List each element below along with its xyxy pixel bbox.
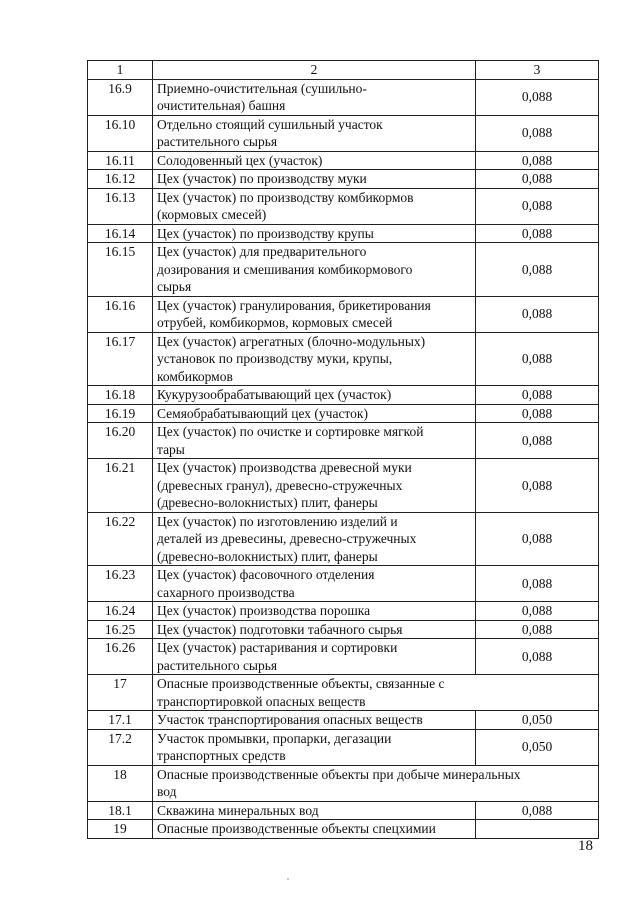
scan-speck [287,878,289,880]
description-line: (древесных гранул), древесно-стружечных [157,477,403,493]
description-line: Участок транспортирования опасных веществ [157,712,423,727]
table-header-row [88,61,599,80]
table-row [88,151,599,170]
row-number: 17 [88,675,153,711]
hazard-coefficients-table [87,60,599,839]
row-value: 0,088 [476,801,599,820]
row-description [153,332,476,386]
row-number: 16.24 [88,602,153,621]
row-number: 17.1 [88,711,153,730]
table-row [88,729,599,765]
row-description [153,188,476,224]
row-description [153,675,599,711]
row-value: 0,088 [476,386,599,405]
description-line: тары [157,441,185,457]
description-line: Опасные производственные объекты спецхимии [157,821,436,836]
row-number: 16.10 [88,115,153,151]
row-value: 0,088 [476,639,599,675]
row-number: 16.16 [88,296,153,332]
description-line: Семяобрабатывающий цех (участок) [157,405,368,421]
description-line: растительного сырья [157,657,278,673]
row-description [153,566,476,602]
row-description [153,620,476,639]
row-number: 16.22 [88,512,153,566]
row-value: 0,088 [476,296,599,332]
description-line: комбикормов [157,368,233,384]
description-line: Цех (участок) производства древесной муки [157,460,412,475]
description-line: (кормовых смесей) [157,207,267,222]
table-row [88,243,599,297]
row-description [153,820,476,839]
header-col-3: 3 [476,61,599,80]
row-description [153,243,476,297]
row-description [153,711,476,730]
description-line: Цех (участок) по очистке и сортировке мягкой [157,424,424,439]
description-line: очистительная) башня [157,98,286,113]
description-line: Цех (участок) по производству крупы [157,225,374,241]
row-value [476,820,599,839]
header-col-1: 1 [88,61,153,80]
table-row [88,188,599,224]
row-number: 16.17 [88,332,153,386]
table-row [88,296,599,332]
row-value: 0,050 [476,711,599,730]
row-description [153,765,599,801]
description-line: Цех (участок) гранулирования, брикетирования [157,297,431,313]
table-row [88,801,599,820]
row-number: 16.12 [88,170,153,189]
description-line: Кукурузообрабатывающий цех (участок) [157,387,392,402]
row-number: 16.18 [88,386,153,405]
row-number: 18.1 [88,801,153,820]
row-number: 16.14 [88,224,153,243]
description-line: Цех (участок) для предварительного [157,244,367,259]
row-value: 0,088 [476,115,599,151]
row-number: 16.26 [88,639,153,675]
row-value: 0,088 [476,151,599,170]
description-line: Участок промывки, пропарки, дегазации [157,730,392,746]
row-number: 16.20 [88,423,153,459]
description-line: деталей из древесины, древесно-стружечных [157,531,417,546]
row-description [153,224,476,243]
table-row [88,711,599,730]
description-line: (древесно-волокнистых) плит, фанеры [157,548,378,564]
description-line: Отдельно стоящий сушильный участок [157,116,383,132]
row-number: 16.23 [88,566,153,602]
table-row [88,765,599,801]
row-number: 16.25 [88,620,153,639]
description-line: Солодовенный цех (участок) [157,152,323,168]
row-description [153,151,476,170]
row-number: 16.13 [88,188,153,224]
description-line: Цех (участок) производства порошка [157,603,371,618]
row-description [153,115,476,151]
row-value: 0,088 [476,224,599,243]
row-number: 18 [88,765,153,801]
description-line: вод [157,784,177,799]
row-number: 16.15 [88,243,153,297]
description-line: Приемно-очистительная (сушильно- [157,80,367,96]
description-line: Цех (участок) фасовочного отделения [157,567,375,582]
description-line: Цех (участок) агрегатных (блочно-модульных) [157,333,426,349]
row-value: 0,088 [476,566,599,602]
row-number: 16.19 [88,404,153,423]
table-row [88,79,599,115]
table-row [88,423,599,459]
table-row [88,602,599,621]
row-description [153,170,476,189]
table-row [88,820,599,839]
row-value: 0,088 [476,512,599,566]
row-value: 0,088 [476,188,599,224]
description-line: Цех (участок) по изготовлению изделий и [157,513,398,529]
row-value: 0,088 [476,620,599,639]
table-row [88,115,599,151]
description-line: Цех (участок) по производству муки [157,171,367,186]
row-description [153,404,476,423]
description-line: Опасные производственные объекты при добыче минеральных [157,766,521,782]
row-value: 0,088 [476,602,599,621]
row-description [153,296,476,332]
row-value: 0,088 [476,79,599,115]
description-line: Цех (участок) растаривания и сортировки [157,640,398,655]
description-line: Цех (участок) подготовки табачного сырья [157,621,403,637]
row-description [153,423,476,459]
row-description [153,639,476,675]
table-row [88,332,599,386]
row-description [153,79,476,115]
table-row [88,224,599,243]
row-number: 17.2 [88,729,153,765]
description-line: Скважина минеральных вод [157,802,319,818]
table-row [88,566,599,602]
header-col-2: 2 [153,61,476,80]
description-line: (древесно-волокнистых) плит, фанеры [157,495,378,510]
row-value: 0,088 [476,404,599,423]
row-value: 0,088 [476,170,599,189]
description-line: сахарного производства [157,584,295,600]
row-description [153,801,476,820]
row-value: 0,088 [476,332,599,386]
table-row [88,170,599,189]
table-row [88,386,599,405]
row-value: 0,088 [476,423,599,459]
table-row [88,404,599,423]
table-row [88,512,599,566]
table-row [88,459,599,513]
table-row [88,620,599,639]
table-row [88,675,599,711]
row-value: 0,088 [476,459,599,513]
row-value: 0,088 [476,243,599,297]
description-line: транспортировкой опасных веществ [157,693,366,709]
description-line: транспортных средств [157,748,286,763]
row-description [153,729,476,765]
description-line: дозирования и смешивания комбикормового [157,261,413,277]
description-line: Опасные производственные объекты, связанные с [157,676,445,691]
description-line: растительного сырья [157,134,278,149]
description-line: установок по производству муки, крупы, [157,351,393,366]
row-description [153,386,476,405]
row-description [153,459,476,513]
description-line: Цех (участок) по производству комбикормов [157,189,414,205]
row-number: 16.9 [88,79,153,115]
page-number: 18 [578,838,593,854]
row-description [153,512,476,566]
row-description [153,602,476,621]
table-row [88,639,599,675]
description-line: сырья [157,279,192,294]
row-number: 16.11 [88,151,153,170]
description-line: отрубей, комбикормов, кормовых смесей [157,315,393,330]
row-number: 19 [88,820,153,839]
row-value: 0,050 [476,729,599,765]
row-number: 16.21 [88,459,153,513]
